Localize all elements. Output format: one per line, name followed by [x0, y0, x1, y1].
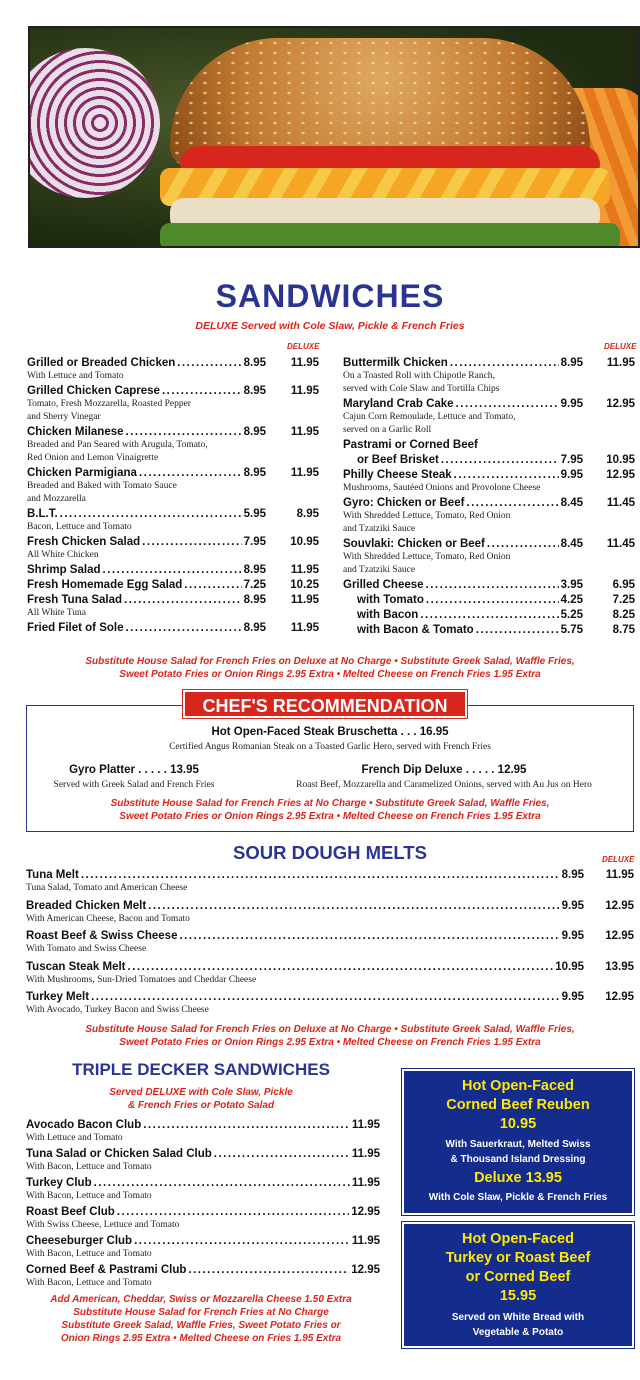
menu-item-desc: All White Tuna	[27, 608, 86, 618]
melt-item-name: Tuna Melt	[26, 869, 79, 881]
menu-item-desc: and Mozzarella	[27, 494, 86, 504]
melt-item-desc: With Tomato and Swiss Cheese	[26, 944, 147, 954]
menu-item-price: 7.95	[243, 536, 266, 548]
menu-item-name: Fresh Homemade Egg Salad	[27, 579, 183, 591]
triple-note-line-3: Substitute Greek Salad, Waffle Fries, Sweet Potato Fries or	[61, 1320, 341, 1331]
menu-item-deluxe-price: 11.95	[290, 357, 319, 369]
menu-item-desc: and Sherry Vinegar	[27, 412, 101, 422]
sandwich-note-line-2: Sweet Potato Fries or Onion Rings 2.95 Extra • Melted Cheese on French Fries 1.95 Extra	[119, 669, 541, 680]
melt-item-deluxe-price: 11.95	[605, 869, 634, 881]
chef-dip-price: 12.95	[497, 764, 527, 776]
melt-item-deluxe-price: 12.95	[605, 930, 634, 942]
menu-item-name: Grilled Cheese	[343, 579, 424, 591]
menu-item-name: Shrimp Salad	[27, 564, 101, 576]
melts-deluxe-header: DELUXE	[602, 855, 635, 864]
leader-dots	[126, 424, 242, 440]
menu-item-name: with Bacon	[357, 609, 419, 621]
menu-item-price: 8.95	[243, 426, 266, 438]
menu-item-price: 4.25	[560, 594, 583, 606]
triple-item-row	[26, 1146, 380, 1162]
menu-item-desc: and Tzatziki Sauce	[343, 524, 416, 534]
menu-item-desc: Red Onion and Lemon Vinaigrette	[27, 453, 159, 463]
triple-item-name: Tuna Salad or Chicken Salad Club	[26, 1148, 212, 1160]
section-title-sour-dough-melts: SOUR DOUGH MELTS	[233, 842, 427, 863]
menu-item-price: 8.95	[243, 357, 266, 369]
melt-item-row	[26, 989, 584, 1005]
section-title-sandwiches: SANDWICHES	[215, 278, 445, 314]
chef-gyro-price: 13.95	[170, 764, 199, 776]
leader-dots	[426, 592, 559, 608]
triple-note-line-4: Onion Rings 2.95 Extra • Melted Cheese on Fries 1.95 Extra	[60, 1333, 342, 1344]
triple-subtitle-line-1: Served DELUXE with Cole Slaw, Pickle	[109, 1087, 293, 1098]
menu-item-desc: served with Cole Slaw and Tortilla Chips	[343, 384, 500, 394]
menu-item-row	[343, 467, 583, 483]
menu-item-desc: Cajun Corn Remoulade, Lettuce and Tomato,	[343, 412, 516, 422]
menu-item-desc: Breaded and Baked with Tomato Sauce	[27, 481, 177, 491]
melt-item-deluxe-price: 12.95	[605, 899, 634, 912]
menu-item-name: Buttermilk Chicken	[343, 357, 448, 369]
menu-item-row	[343, 495, 583, 511]
melt-item-name: Turkey Melt	[26, 991, 90, 1003]
triple-item-row	[26, 1117, 380, 1133]
triple-item-name: Roast Beef Club	[26, 1206, 115, 1218]
turkey-desc-1: Served on White Bread with	[451, 1312, 585, 1323]
melt-item-price: 9.95	[561, 899, 584, 912]
chef-main-item: Hot Open-Faced Steak Bruschetta . . . 16.95	[211, 726, 449, 738]
leader-dots	[148, 898, 559, 914]
melts-note-line-2: Sweet Potato Fries or Onion Rings 2.95 Extra • Melted Cheese on French Fries 1.95 Extra	[119, 1037, 541, 1048]
deluxe-column-header-left: DELUXE	[287, 342, 320, 351]
leader-dots	[184, 577, 241, 593]
triple-item-name: Turkey Club	[26, 1177, 92, 1189]
leader-dots	[426, 577, 559, 593]
menu-item-row	[27, 506, 266, 522]
chef-note-line-1: Substitute House Salad for French Fries at No Charge • Substitute Greek Salad, Waffle Fries,	[110, 798, 550, 809]
menu-item-row	[357, 607, 583, 623]
menu-item-price: 3.95	[560, 579, 583, 591]
menu-item-row	[357, 452, 583, 468]
leader-dots	[179, 928, 559, 944]
menu-item-deluxe-price: 12.95	[606, 469, 635, 481]
melt-item-desc: Tuna Salad, Tomato and American Cheese	[26, 883, 188, 893]
chef-dip-desc: Roast Beef, Mozzarella and Caramelized Onions, served with Au Jus on Hero	[296, 780, 592, 790]
menu-item-name: with Tomato	[357, 594, 424, 606]
menu-item-row	[343, 396, 583, 412]
menu-item-price: 5.75	[560, 624, 583, 636]
reuben-desc-1: With Sauerkraut, Melted Swiss	[445, 1139, 591, 1150]
leader-dots	[91, 989, 560, 1005]
melt-item-name: Tuscan Steak Melt	[26, 960, 126, 973]
menu-item-desc: With Lettuce and Tomato	[27, 371, 124, 381]
menu-item-desc: Breaded and Pan Seared with Arugula, Tomato,	[27, 440, 208, 450]
triple-item-desc: With Bacon, Lettuce and Tomato	[26, 1191, 152, 1201]
turkey-title-2: Turkey or Roast Beef	[445, 1250, 591, 1266]
hero-sandwich-photo	[28, 26, 640, 248]
leader-dots	[454, 467, 559, 483]
triple-item-desc: With Lettuce and Tomato	[26, 1133, 123, 1143]
chef-gyro-name: Gyro Platter	[69, 764, 135, 776]
menu-item-deluxe-price: 11.95	[290, 385, 319, 397]
leader-dots	[476, 622, 559, 638]
menu-item-deluxe-price: 6.95	[612, 579, 635, 591]
melt-item-row	[26, 928, 584, 944]
triple-item-price: 12.95	[351, 1206, 380, 1218]
chef-dip-name: French Dip Deluxe	[361, 764, 463, 776]
menu-item-row	[343, 355, 583, 371]
menu-item-name: Gyro: Chicken or Beef	[343, 497, 465, 509]
menu-item-deluxe-price: 8.75	[612, 624, 635, 636]
menu-item-price: 7.25	[243, 579, 266, 591]
triple-item-row	[26, 1262, 380, 1278]
turkey-title-3: or Corned Beef	[465, 1269, 571, 1285]
reuben-desc-2: & Thousand Island Dressing	[450, 1154, 586, 1165]
chef-note-line-2: Sweet Potato Fries or Onion Rings 2.95 Extra • Melted Cheese on French Fries 1.95 Extra	[119, 811, 541, 822]
triple-item-name: Avocado Bacon Club	[26, 1119, 142, 1131]
menu-item-name: Pastrami or Corned Beef	[343, 439, 478, 451]
triple-subtitle-line-2: & French Fries or Potato Salad	[127, 1100, 275, 1111]
reuben-deluxe: Deluxe 13.95	[474, 1170, 562, 1186]
menu-item-name: Souvlaki: Chicken or Beef	[343, 538, 485, 550]
turkey-price: 15.95	[499, 1288, 537, 1304]
reuben-title-2: Corned Beef Reuben	[446, 1097, 590, 1113]
menu-item-row	[27, 562, 266, 578]
menu-item-row	[357, 622, 583, 638]
leader-dots	[143, 1117, 350, 1133]
menu-item-name: Chicken Parmigiana	[27, 467, 137, 479]
leader-dots	[124, 592, 242, 608]
menu-item-desc: On a Toasted Roll with Chipotle Ranch,	[343, 371, 495, 381]
menu-item-name: Chicken Milanese	[27, 426, 124, 438]
menu-item-name: Fresh Tuna Salad	[27, 594, 123, 606]
melt-item-price: 9.95	[561, 930, 584, 942]
leader-dots	[487, 536, 559, 552]
triple-item-row	[26, 1175, 380, 1191]
menu-item-name: Fresh Chicken Salad	[27, 536, 141, 548]
sandwich-note-line-1: Substitute House Salad for French Fries on Deluxe at No Charge • Substitute Greek Salad, Waffle Fries,	[85, 656, 575, 667]
menu-item-row	[357, 592, 583, 608]
leader-dots	[466, 495, 558, 511]
menu-item-desc: With Shredded Lettuce, Tomato, Red Onion	[343, 511, 511, 521]
menu-item-price: 9.95	[560, 469, 583, 481]
menu-item-deluxe-price: 10.25	[290, 579, 319, 591]
triple-item-desc: With Swiss Cheese, Lettuce and Tomato	[26, 1220, 180, 1230]
menu-item-desc: Mushrooms, Sautéed Onions and Provolone Cheese	[343, 483, 541, 493]
menu-item-deluxe-price: 8.25	[612, 609, 635, 621]
menu-item-price: 7.95	[560, 454, 583, 466]
triple-item-price: 11.95	[351, 1148, 380, 1160]
leader-dots	[139, 465, 242, 481]
menu-item-deluxe-price: 11.45	[606, 538, 635, 550]
leader-dots	[125, 620, 241, 636]
menu-item-deluxe-price: 8.95	[296, 508, 319, 520]
leader-dots	[81, 867, 560, 883]
chef-main-desc: Certified Angus Romanian Steak on a Toasted Garlic Hero, served with French Fries	[169, 742, 491, 752]
menu-item-deluxe-price: 11.95	[606, 357, 635, 369]
melt-item-name: Breaded Chicken Melt	[26, 899, 147, 912]
menu-item-name: B.L.T.	[27, 508, 58, 520]
menu-item-name: or Beef Brisket	[357, 454, 439, 466]
menu-item-row	[27, 620, 266, 636]
menu-item-name: Maryland Crab Cake	[343, 398, 454, 410]
menu-item-name: Grilled Chicken Caprese	[27, 385, 160, 397]
turkey-desc-2: Vegetable & Potato	[472, 1327, 564, 1338]
triple-note-line-2: Substitute House Salad for French Fries at No Charge	[73, 1307, 329, 1318]
leader-dots	[142, 534, 241, 550]
melt-item-row	[26, 867, 584, 883]
chef-recommendation-title: CHEF'S RECOMMENDATION	[183, 690, 467, 718]
deluxe-column-header-right: DELUXE	[604, 342, 637, 351]
menu-item-price: 8.95	[243, 385, 266, 397]
chef-dip-item: French Dip Deluxe . . . . . 12.95	[361, 764, 527, 776]
melt-item-desc: With Avocado, Turkey Bacon and Swiss Cheese	[26, 1005, 209, 1015]
menu-item-row	[343, 577, 583, 593]
menu-item-price: 8.95	[243, 467, 266, 479]
melt-item-row	[26, 959, 584, 975]
menu-item-desc: With Shredded Lettuce, Tomato, Red Onion	[343, 552, 511, 562]
melt-item-price: 10.95	[555, 960, 584, 973]
menu-item-name: with Bacon & Tomato	[357, 624, 474, 636]
menu-item-price: 5.25	[560, 609, 583, 621]
menu-item-price: 8.95	[243, 594, 266, 606]
reuben-special-box	[402, 1069, 634, 1215]
menu-item-deluxe-price: 11.95	[290, 622, 319, 634]
triple-item-desc: With Bacon, Lettuce and Tomato	[26, 1162, 152, 1172]
turkey-title-1: Hot Open-Faced	[462, 1231, 574, 1247]
menu-item-desc: Bacon, Lettuce and Tomato	[27, 522, 132, 532]
triple-item-price: 12.95	[351, 1264, 380, 1276]
menu-item-price: 9.95	[560, 398, 583, 410]
melt-item-deluxe-price: 12.95	[605, 991, 634, 1003]
menu-item-row	[27, 577, 266, 593]
menu-item-row	[27, 355, 266, 371]
leader-dots	[214, 1146, 350, 1162]
menu-item-price: 5.95	[243, 508, 266, 520]
menu-item-deluxe-price: 7.25	[612, 594, 635, 606]
leader-dots	[103, 562, 242, 578]
menu-item-row	[27, 534, 266, 550]
menu-item-price: 8.95	[560, 357, 583, 369]
melt-item-deluxe-price: 13.95	[605, 960, 634, 973]
leader-dots	[60, 506, 242, 522]
menu-item-price: 8.95	[243, 564, 266, 576]
menu-item-price: 8.45	[560, 497, 583, 509]
menu-item-name: Philly Cheese Steak	[343, 469, 452, 481]
leader-dots	[450, 355, 559, 371]
menu-item-row	[343, 536, 583, 552]
leader-dots	[420, 607, 558, 623]
triple-note-line-1: Add American, Cheddar, Swiss or Mozzarella Cheese 1.50 Extra	[50, 1294, 352, 1305]
menu-item-row	[27, 465, 266, 481]
melt-item-desc: With Mushrooms, Sun-Dried Tomatoes and Cheddar Cheese	[26, 974, 257, 985]
menu-item-desc: and Tzatziki Sauce	[343, 565, 416, 575]
menu-item-price: 8.95	[243, 622, 266, 634]
menu-item-desc: All White Chicken	[27, 550, 99, 560]
chef-main-price: 16.95	[419, 726, 449, 738]
menu-item-row	[27, 424, 266, 440]
menu-item-deluxe-price: 11.95	[290, 426, 319, 438]
section-title-triple-decker: TRIPLE DECKER SANDWICHES	[72, 1060, 330, 1079]
leader-dots	[117, 1204, 349, 1220]
leader-dots	[134, 1233, 350, 1249]
chef-gyro-desc: Served with Greek Salad and French Fries	[53, 780, 215, 790]
leader-dots	[188, 1262, 349, 1278]
melts-note-line-1: Substitute House Salad for French Fries on Deluxe at No Charge • Substitute Greek Salad, Waffle Fries,	[85, 1024, 575, 1035]
melt-item-name: Roast Beef & Swiss Cheese	[26, 930, 178, 942]
menu-item-desc: Tomato, Fresh Mozzarella, Roasted Pepper	[27, 399, 191, 409]
menu-item-deluxe-price: 11.95	[290, 467, 319, 479]
menu-item-deluxe-price: 11.45	[606, 497, 635, 509]
menu-item-name: Grilled or Breaded Chicken	[27, 357, 176, 369]
triple-item-price: 11.95	[351, 1177, 380, 1189]
menu-item-desc: served on a Garlic Roll	[343, 425, 432, 435]
triple-item-name: Cheeseburger Club	[26, 1235, 133, 1247]
leader-dots	[94, 1175, 350, 1191]
melt-item-price: 9.95	[561, 991, 584, 1003]
leader-dots	[128, 959, 554, 975]
leader-dots	[162, 383, 242, 399]
reuben-deluxe-desc: With Cole Slaw, Pickle & French Fries	[428, 1192, 608, 1203]
melt-item-desc: With American Cheese, Bacon and Tomato	[26, 913, 190, 924]
menu-item-row	[27, 383, 266, 399]
melt-item-row	[26, 898, 584, 914]
menu-item-deluxe-price: 12.95	[606, 398, 635, 410]
reuben-price: 10.95	[499, 1116, 537, 1132]
triple-item-row	[26, 1233, 380, 1249]
menu-item-row	[343, 437, 583, 453]
menu-item-deluxe-price: 10.95	[290, 536, 319, 548]
triple-item-row	[26, 1204, 380, 1220]
reuben-title-1: Hot Open-Faced	[462, 1078, 574, 1094]
triple-item-desc: With Bacon, Lettuce and Tomato	[26, 1249, 152, 1259]
menu-item-deluxe-price: 10.95	[606, 454, 635, 466]
melt-item-price: 8.95	[561, 869, 584, 881]
chef-main-name: Hot Open-Faced Steak Bruschetta	[211, 726, 398, 738]
chef-gyro-item: Gyro Platter . . . . . 13.95	[69, 764, 199, 776]
menu-item-name: Fried Filet of Sole	[27, 622, 124, 634]
leader-dots	[177, 355, 241, 371]
menu-item-price: 8.45	[560, 538, 583, 550]
leader-dots	[441, 452, 559, 468]
sandwiches-subtitle: DELUXE Served with Cole Slaw, Pickle & French Fries	[195, 320, 465, 332]
menu-item-row	[27, 592, 266, 608]
turkey-special-box	[402, 1222, 634, 1348]
menu-item-deluxe-price: 11.95	[290, 564, 319, 576]
triple-item-name: Corned Beef & Pastrami Club	[26, 1264, 187, 1276]
triple-item-desc: With Bacon, Lettuce and Tomato	[26, 1278, 152, 1288]
triple-item-price: 11.95	[351, 1235, 380, 1247]
leader-dots	[456, 396, 559, 412]
menu-item-deluxe-price: 11.95	[290, 594, 319, 606]
triple-item-price: 11.95	[351, 1119, 380, 1131]
